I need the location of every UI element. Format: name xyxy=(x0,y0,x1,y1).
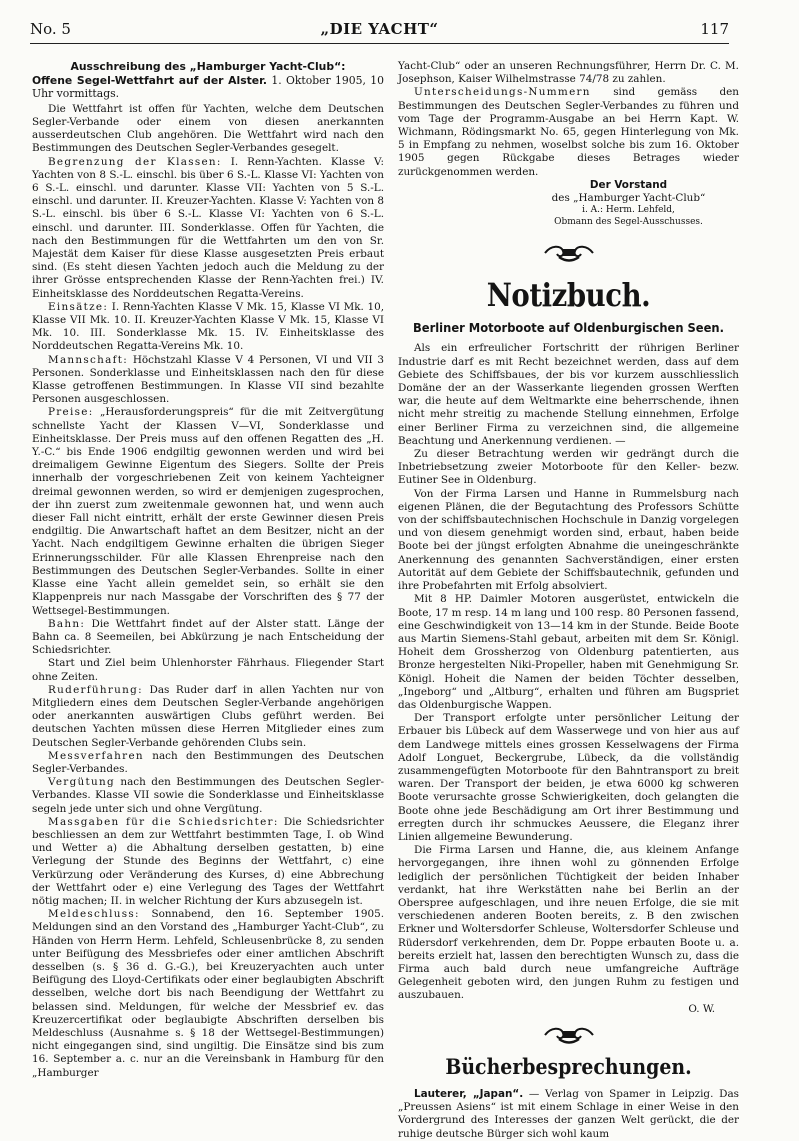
text-sail-numbers: sind gemäss den Bestimmungen des Deutschen Segler-Verbandes zu führen und vom Tage der Programm-Ausgabe an bei Herrn Kapt. W. Wichmann, Rödingsmarkt No. 65, gegen Hinterlegung von Mk. 5 in Empfang zu nehmen, woselbst solche bis zum 16. Oktober 1905 gegen Rückgabe dieses Betrages wieder zurückgenommen werden. xyxy=(398,86,739,178)
paragraph-measurement xyxy=(32,750,384,776)
paragraph-prizes xyxy=(32,406,384,617)
paragraph-entry-fees xyxy=(32,301,384,354)
signature-club: des „Hamburger Yacht-Club“ xyxy=(551,192,706,205)
lead-helmsman: Ruderführung: xyxy=(48,683,143,696)
book-review-text: — Verlag von Spamer in Leipzig. Das „Preussen Asiens“ ist mit einem Schlage in einer Weise in den Vordergrund des Interesses der ganzen Welt gerückt, die der ruhige deutsche Bürger sich wohl kaum xyxy=(398,1088,739,1140)
title-line-2-text: Offene Segel-Wettfahrt auf der Alster. xyxy=(32,73,267,87)
text-course: Die Wettfahrt findet auf der Alster statt. Länge der Bahn ca. 8 Seemeilen, bei Abkürzung je nach Entscheidung der Schiedsrichter. xyxy=(32,617,384,657)
book-review-lead: Lauterer, „Japan“. xyxy=(414,1088,524,1100)
paragraph-classes xyxy=(32,156,384,301)
lead-entry-fees: Einsätze: xyxy=(48,300,109,313)
ornament-divider-icon xyxy=(398,242,739,268)
text-classes: I. Renn-Yachten. Klasse V: Yachten von 8 S.-L. einschl. bis über 6 S.-L. Klasse VI: Yachten von 6 S.-L. einschl. und darunter. Klasse VII: Yachten von 5 S.-L. einschl. und darunter. II. Kreuzer-Yachten. Klasse V: Yachten von 8 S.-L. einschl. bis über 6 S.-L. Klasse VI: Yachten von 6 S.-L. einschl. und darunter. III. Sonderklasse. Offen für Yachten, die nach den Bestimmungen für die Wettfahrten um den von Sr. Majestät dem Kaiser für diese Klasse ausgesetzten Preis erbaut sind. (Es steht diesen Yachten jedoch auch die Meldung zu der ihrer Grösse entsprechenden Klasse der Renn-Yachten frei.) IV. Einheitsklasse des Norddeutschen Regatta-Vereins. xyxy=(32,155,384,300)
lead-sail-numbers: Unterscheidungs-Nummern xyxy=(414,86,591,99)
text-crew: Höchstzahl Klasse V 4 Personen, VI und VII 3 Personen. Sonderklasse und Einheitsklassen nach den für diese Klasse getroffenen Bestimmungen. In Klasse VII sind bezahlte Personen ausgeschlossen. xyxy=(32,353,384,406)
header-rule xyxy=(30,43,729,44)
lead-deadline: Meldeschluss: xyxy=(48,908,140,921)
book-review-paragraph xyxy=(398,1088,739,1141)
signature-role: Obmann des Segel-Ausschusses. xyxy=(554,216,703,227)
title-line-1: Ausschreibung des „Hamburger Yacht-Club“: xyxy=(70,60,346,73)
lead-classes: Begrenzung der Klassen: xyxy=(48,155,222,168)
left-column xyxy=(32,60,384,1080)
section-title-notizbuch: Notizbuch. xyxy=(486,276,651,315)
text-measurement: nach den Bestimmungen des Deutschen Segler-Verbandes. xyxy=(32,749,384,775)
article-paragraph-4: Mit 8 HP. Daimler Motoren ausgerüstet, entwickeln die Boote, 17 m resp. 14 m lang und 100 resp. 80 Personen fassend, eine Geschwindigkeit von 13—14 km in der Stunde. Beide Boote aus Martin Siemens-Stahl gebaut, arbeiten mit dem Sr. Königl. Hoheit dem Grossherzog von Oldenburg patentierten, aus Bronze hergestelten Niki-Propeller, haben mit Genehmigung Sr. Königl. Hoheit die Namen der beiden Töchter desselben, „Ingeborg“ und „Altburg“, erhalten und führen am Bugspriet das Oldenburgische Wappen. xyxy=(398,593,739,711)
paragraph-deadline xyxy=(32,908,384,1080)
paragraph-judges xyxy=(32,816,384,908)
text-deadline: Sonnabend, den 16. September 1905. Meldungen sind an den Vorstand des „Hamburger Yacht-Club“, zu Händen von Herrn Herm. Lehfeld, Schleusenbrücke 8, zu senden unter Beifügung des Messbriefes oder einer amtlichen Abschrift desselben (s. § 36 d. G.-G.), bei Kreuzeryachten auch unter Beifügung des Lloyd-Certifikats oder einer beglaubigten Abschrift desselben, welche dort bis nach Beendigung der Wettfahrt zu belassen sind. Meldungen, für welche der Messbrief ev. das Kreuzercertifikat oder beglaubigte Abschriften derselben bis Meldeschluss (Ausnahme s. § 18 der Wettsegel-Bestimmungen) nicht eingegangen sind, sind ungiltig. Die Einsätze sind bis zum 16. September a. c. nur an die Vereinsbank in Hamburg für den „Hamburger xyxy=(32,908,384,1079)
signature-title: Der Vorstand xyxy=(589,178,668,191)
paragraph-continuation: Yacht-Club“ oder an unseren Rechnungsführer, Herrn Dr. C. M. Josephson, Kaiser Wilhelmstrasse 74/78 zu zahlen. xyxy=(398,60,739,86)
paragraph-open: Die Wettfahrt ist offen für Yachten, welche dem Deutschen Segler-Verbande oder einem von diesen anerkannten ausserdeutschen Club angehören. Die Wettfahrt wird nach den Bestimmungen des Deutschen Segler-Verbandes gesegelt. xyxy=(32,102,384,155)
lead-crew: Mannschaft: xyxy=(48,353,129,366)
text-helmsman: Das Ruder darf in allen Yachten nur von Mitgliedern eines dem Deutschen Segler-Verbande angehörigen oder anerkannten auswärtigen Clubs geführt werden. Bei deutschen Yachten müssen diese Herren Mitglieder eines zum Deutschen Segler-Verbande gehörenden Clubs sein. xyxy=(32,683,384,749)
section-title-books: Bücherbesprechungen. xyxy=(445,1054,692,1079)
signature-by: i. A.: Herm. Lehfeld, xyxy=(582,205,675,216)
article-paragraph-3: Von der Firma Larsen und Hanne in Rummelsburg nach eigenen Plänen, die der Begutachtung des Professors Schütte von der schiffsbautechnischen Hochschule in Danzig vorgelegen und von diesem genehmigt worden sind, erbaut, haben beide Boote bei der jüngst erfolgten Abnahme die uneingeschränkte Anerkennung des genannten Sachverständigen, einer ersten Autorität auf dem Gebiete der Schiffsbautechnik, gefunden und ihre Probefahrten mit Erfolg absolviert. xyxy=(398,487,739,593)
paragraph-helmsman xyxy=(32,684,384,750)
text-judges: Die Schiedsrichter beschliessen an dem zur Wettfahrt bestimmten Tage, I. ob Wind und Wetter a) die Abhaltung derselben gestatten, b) eine Verlegung der Stunde des Beginns der Wettfahrt, c) eine Verkürzung oder Veränderung des Kurses, d) eine Abbrechung der Wettfahrt oder e) eine Verlegung des Tages der Wettfahrt nötig machen; II. in welcher Richtung der Kurs abzusegeln ist. xyxy=(32,815,384,907)
page-header xyxy=(30,20,729,40)
issue-number: No. 5 xyxy=(30,20,71,38)
text-entry-fees: I. Renn-Yachten Klasse V Mk. 15, Klasse VI Mk. 10, Klasse VII Mk. 10. II. Kreuzer-Yachten Klasse V Mk. 15, Klasse VI Mk. 10. III. Sonderklasse Mk. 15. IV. Einheitsklasse des Norddeutschen Regatta-Vereins Mk. 10. xyxy=(32,300,384,353)
article-heading: Berliner Motorboote auf Oldenburgischen Seen. xyxy=(413,320,724,336)
lead-course: Bahn: xyxy=(48,617,86,630)
journal-title: „DIE YACHT“ xyxy=(320,20,439,38)
title-line-2 xyxy=(32,74,384,101)
paragraph-crew xyxy=(32,354,384,407)
article-paragraph-5: Der Transport erfolgte unter persönlicher Leitung der Erbauer bis Lübeck auf dem Wasserwege und von hier aus auf dem Landwege mittels eines grossen Kesselwagens der Firma Adolf Longuet, Beckergrube, Lübeck, da die vollständig zusammengefügten Motorboote für den Bahntransport zu breit waren. Der Transport der beiden, je etwa 6000 kg schweren Boote verursachte grosse Schwierigkeiten, doch gelangten die Boote ohne jede Beschädigung am Ort ihrer Bestimmung und erregten durch ihr schmuckes Aeussere, die Eleganz ihrer Linien allgemeine Bewunderung. xyxy=(398,712,739,843)
ornament-divider-2-icon xyxy=(398,1024,739,1050)
right-column xyxy=(398,60,739,1141)
title-date: 1. Oktober 1905, 10 Uhr vormittags. xyxy=(32,73,384,101)
article-author: O. W. xyxy=(688,1002,715,1015)
text-prizes: „Herausforderungspreis“ für die mit Zeitvergütung schnellste Yacht der Klassen V—VI, Sonderklasse und Einheitsklasse. Der Preis muss auf den offenen Regatten des „H. Y.-C.“ bis Ende 1906 endgiltig gewonnen werden und wird bei dreimaligem Gewinne Eigentum des Siegers. Sollte der Preis innerhalb der vorgeschriebenen Zeit von keinem Yachteigner dreimal gewonnen werden, so wird er demjenigen zugesprochen, der ihn zuerst zum zweitenmale gewonnen hat, und wenn auch dieser Fall nicht eintritt, erhält der erste Gewinner diesen Preis endgiltig. Die Anwartschaft haftet an dem Besitzer, nicht an der Yacht. Nach endgiltigem Gewinne erhalten die übrigen Sieger Erinnerungsschilder. Für alle Klassen Ehrenpreise nach den Bestimmungen des Deutschen Segler-Verbandes. Sollte in einer Klasse eine Yacht allein gemeldet sein, so erhält sie den Klappenpreis nur nach Massgabe der Vorschriften des § 77 der Wettsegel-Bestimmungen. xyxy=(32,406,384,617)
article-paragraph-1: Als ein erfreulicher Fortschritt der rührigen Berliner Industrie darf es mit Recht bezeichnet werden, dass auf dem Gebiete des Schiffsbaues, der bis vor kurzem ausschliesslich Domäne der an der Wasserkante liegenden grossen Werften war, die heute auf dem Weltmarkte eine beherrschende, ihnen nicht mehr streitig zu machende Stellung einnehmen, Erfolge einer Berliner Firma zu verzeichnen sind, die allgemeine Beachtung und Anerkennung verdienen. — xyxy=(398,342,739,447)
lead-measurement: Messverfahren xyxy=(48,749,144,762)
paragraph-course xyxy=(32,618,384,658)
article-paragraph-6: Die Firma Larsen und Hanne, die, aus kleinem Anfange hervorgegangen, ihre ihnen wohl zu gönnenden Erfolge lediglich der persönlichen Tüchtigkeit der beiden Inhaber verdankt, hat ihre Werkstätten nahe bei Berlin an der Oberspree aufgeschlagen, und ihre neuen Erfolge, die sie mit verschiedenen anderen Booten bereits, z. B den zwischen Erkner und Woltersdorfer Schleuse, Woltersdorfer Schleuse und Rüdersdorf verkehrenden, dem Dr. Poppe erbauten Boote u. a. bereits erzielt hat, lassen den berechtigten Wunsch zu, dass die Firma auch bald durch neue umfangreiche Aufträge Gelegenheit geboten wird, den jungen Ruhm zu festigen und auszubauen. xyxy=(398,844,739,1002)
lead-judges: Massgaben für die Schiedsrichter: xyxy=(48,815,279,828)
paragraph-start-finish: Start und Ziel beim Uhlenhorster Fährhaus. Fliegender Start ohne Zeiten. xyxy=(32,657,384,683)
regatta-announcement-title xyxy=(32,60,384,101)
lead-handicap: Vergütung xyxy=(48,776,115,789)
article-paragraph-2: Zu dieser Betrachtung werden wir gedrängt durch die Inbetriebsetzung zweier Motorboote für den Keller- bezw. Eutiner See in Oldenburg. xyxy=(398,448,739,487)
text-handicap: nach den Bestimmungen des Deutschen Segler-Verbandes. Klasse VII sowie die Sonderklasse und Einheitsklasse segeln jede unter sich und ohne Vergütung. xyxy=(32,776,384,815)
paragraph-sail-numbers xyxy=(398,86,739,178)
page-number: 117 xyxy=(700,20,729,38)
signature-block xyxy=(518,179,739,228)
paragraph-handicap xyxy=(32,776,384,816)
lead-prizes: Preise: xyxy=(48,406,94,419)
